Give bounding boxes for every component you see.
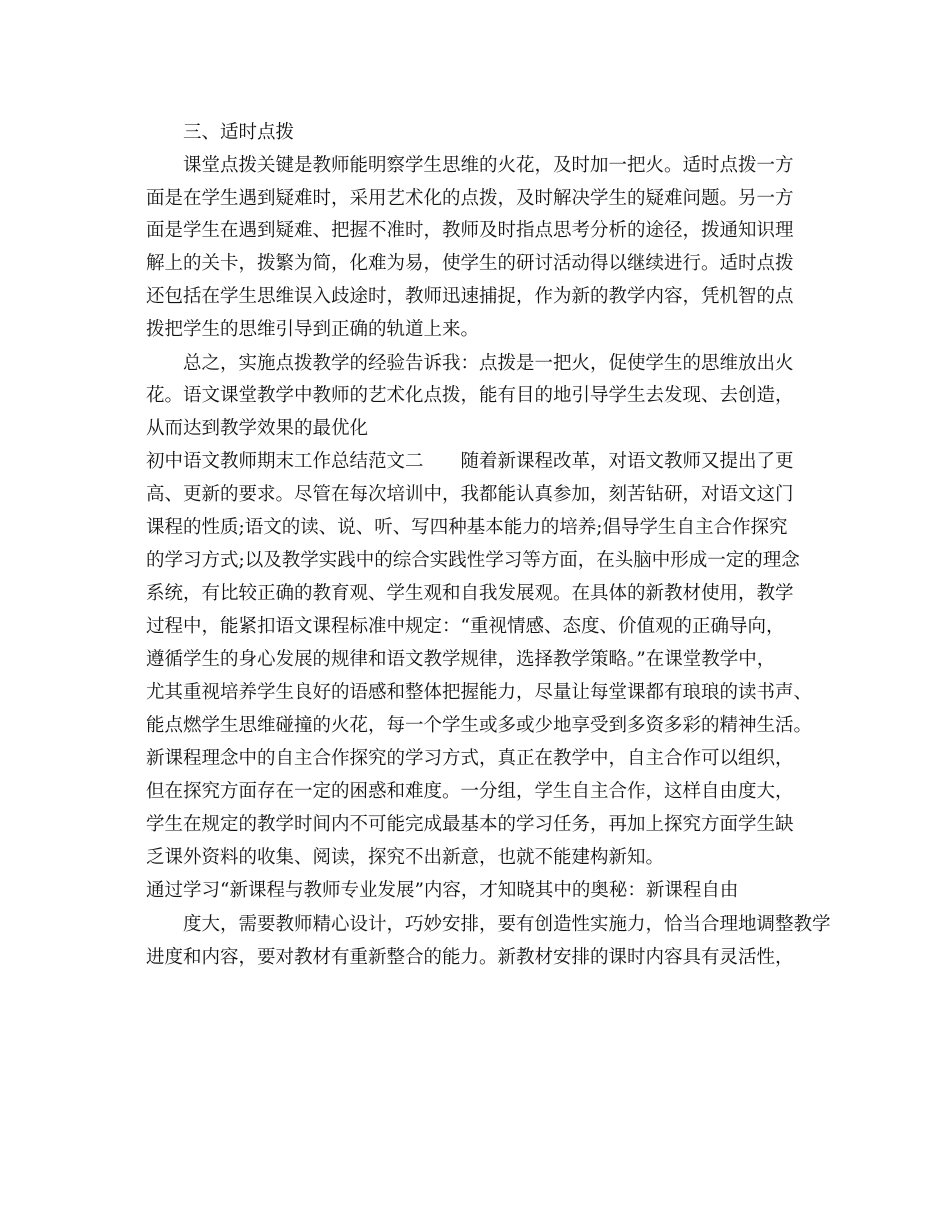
text-line: 还包括在学生思维误入歧途时，教师迅速捕捉，作为新的教学内容，凭机智的点 [146, 286, 794, 307]
text-line: 过程中，能紧扣语文课程标准中规定：“重视情感、态度、价值观的正确导向， [146, 616, 785, 637]
text-line: 度大，需要教师精心设计，巧妙安排，要有创造性实施力，恰当合理地调整教学 [183, 914, 831, 935]
text-line: 拨把学生的思维引导到正确的轨道上来。 [146, 319, 480, 340]
text-line: 新课程理念中的自主合作探究的学习方式，真正在教学中，自主合作可以组织， [146, 748, 794, 769]
text-line: 系统，有比较正确的教育观、学生观和自我发展观。在具体的新教材使用，教学 [146, 583, 794, 604]
text-line: 但在探究方面存在一定的困惑和难度。一分组，学生自主合作，这样自由度大， [146, 781, 794, 802]
text-line: 乏课外资料的收集、阅读，探究不出新意，也就不能建构新知。 [146, 847, 665, 868]
text-line: 通过学习“新课程与教师专业发展”内容，才知晓其中的奥秘：新课程自由 [146, 880, 739, 901]
text-line: 总之，实施点拨教学的经验告诉我：点拨是一把火，促使学生的思维放出火 [183, 353, 794, 374]
text-line: 解上的关卡，拨繁为简，化难为易，使学生的研讨活动得以继续进行。适时点拨 [146, 253, 794, 274]
text-line: 能点燃学生思维碰撞的火花，每一个学生或多或少地享受到多资多彩的精神生活。 [146, 715, 813, 736]
section-heading: 三、适时点拨 [183, 122, 295, 143]
article-title-line: 初中语文教师期末工作总结范文二 随着新课程改革，对语文教师又提出了更 [146, 451, 794, 472]
text-line: 课堂点拨关键是教师能明察学生思维的火花，及时加一把火。适时点拨一方 [183, 155, 794, 176]
text-line: 遵循学生的身心发展的规律和语文教学规律，选择教学策略。”在课堂教学中， [146, 649, 776, 670]
text-line: 的学习方式;以及教学实践中的综合实践性学习等方面，在头脑中形成一定的理念 [146, 550, 800, 571]
text-line: 高、更新的要求。尽管在每次培训中，我都能认真参加，刻苦钻研，对语文这门 [146, 484, 794, 505]
text-line: 学生在规定的教学时间内不可能完成最基本的学习任务，再加上探究方面学生缺 [146, 814, 794, 835]
text-line: 面是在学生遇到疑难时，采用艺术化的点拨，及时解决学生的疑难问题。另一方 [146, 188, 794, 209]
text-line: 尤其重视培养学生良好的语感和整体把握能力，尽量让每堂课都有琅琅的读书声、 [146, 682, 813, 703]
text-line: 面是学生在遇到疑难、把握不准时，教师及时指点思考分析的途径，拨通知识理 [146, 220, 794, 241]
text-line: 从而达到教学效果的最优化 [146, 418, 369, 439]
text-line: 花。语文课堂教学中教师的艺术化点拨，能有目的地引导学生去发现、去创造， [146, 385, 794, 406]
text-line: 进度和内容，要对教材有重新整合的能力。新教材安排的课时内容具有灵活性， [146, 947, 794, 968]
text-line: 课程的性质;语文的读、说、听、写四种基本能力的培养;倡导学生自主合作探究 [146, 517, 788, 538]
